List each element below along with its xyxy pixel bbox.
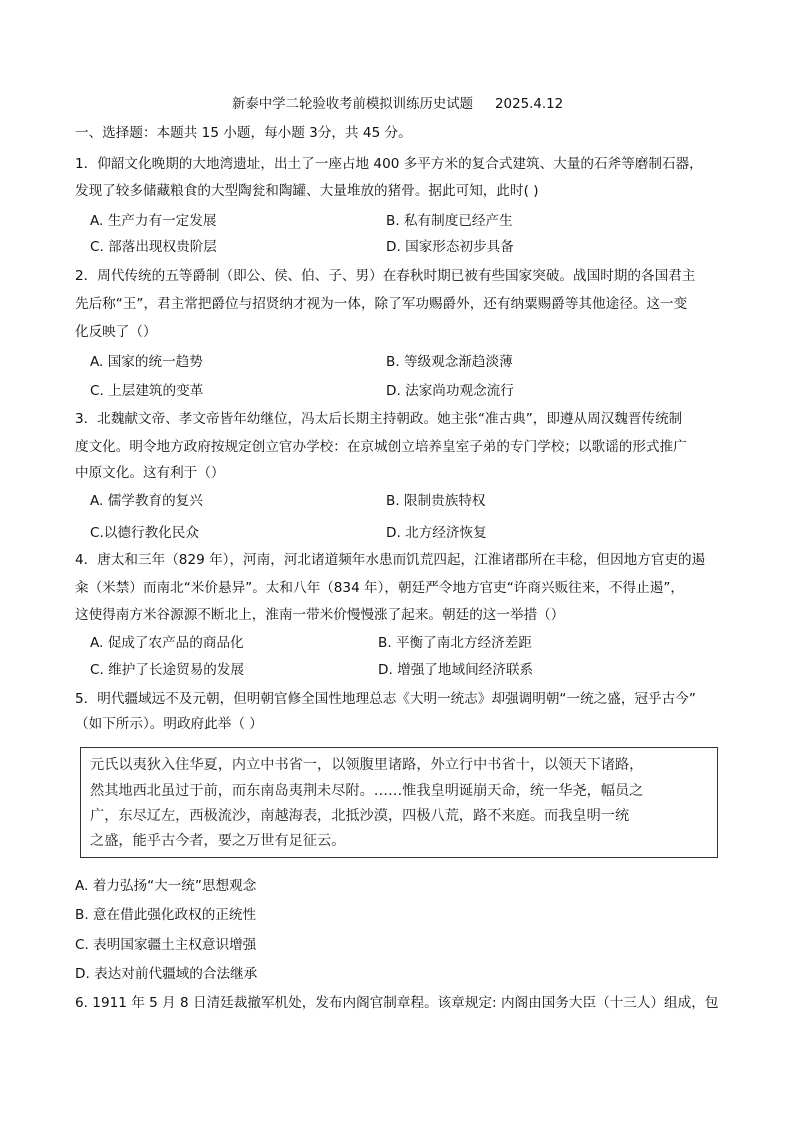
question-4-option-c: C. 维护了长途贸易的发展 bbox=[90, 662, 245, 678]
question-2-option-a: A. 国家的统一趋势 bbox=[90, 354, 203, 370]
question-3-line-3: 中原文化。这有利于（） bbox=[75, 465, 225, 481]
question-5-option-b: B. 意在借此强化政权的正统性 bbox=[75, 907, 257, 923]
exam-title-text: 新泰中学二轮验收考前模拟训练历史试题 bbox=[232, 97, 474, 112]
question-5-line-1: 5．明代疆域远不及元朝，但明朝官修全国性地理总志《大明一统志》却强调明朝“一统之盛，冠乎古今” bbox=[75, 691, 696, 707]
exam-date: 2025.4.12 bbox=[495, 97, 564, 112]
question-2-line-1: 2．周代传统的五等爵制（即公、侯、伯、子、男）在春秋时期已被有些国家突破。战国时期的各国君主 bbox=[75, 268, 696, 284]
question-1-option-c: C. 部落出现权贵阶层 bbox=[90, 239, 217, 255]
question-4-option-d: D. 增强了地域间经济联系 bbox=[378, 662, 534, 678]
question-1-option-a: A. 生产力有一定发展 bbox=[90, 213, 217, 229]
question-4-option-a: A. 促成了农产品的商品化 bbox=[90, 635, 244, 651]
question-6-line-1: 6. 1911 年 5 月 8 日清廷裁撤军机处，发布内阁官制章程。该章规定: 内阁由国务大臣（十三人）组成，包 bbox=[75, 995, 719, 1011]
question-3-option-a: A. 儒学教育的复兴 bbox=[90, 493, 203, 509]
quote-line-3: 广，东尽辽左，西极流沙，南越海表，北抵沙漠，四极八荒，路不来庭。而我皇明一统 bbox=[90, 808, 630, 824]
quote-line-1: 元氏以夷狄入住华夏，内立中书省一，以领腹里诸路，外立行中书省十，以领天下诸路， bbox=[90, 757, 644, 773]
question-3-line-1: 3．北魏献文帝、孝文帝皆年幼继位，冯太后长期主持朝政。她主张“准古典”，即遵从周汉魏晋传统制 bbox=[75, 411, 683, 427]
question-2-option-c: C. 上层建筑的变革 bbox=[90, 383, 204, 399]
exam-title bbox=[232, 95, 563, 115]
question-5-option-c: C. 表明国家疆土主权意识增强 bbox=[75, 937, 257, 953]
quote-box bbox=[80, 747, 718, 858]
question-4-line-3: 这使得南方米谷源源不断北上，淮南一带米价慢慢涨了起来。朝廷的这一举措（） bbox=[75, 607, 565, 623]
question-5-line-2: （如下所示）。明政府此举（ ） bbox=[75, 716, 263, 732]
question-2-line-3: 化反映了（） bbox=[75, 324, 157, 340]
question-1-option-b: B. 私有制度已经产生 bbox=[386, 213, 513, 229]
question-3-option-d: D. 北方经济恢复 bbox=[386, 525, 487, 541]
question-5-option-a: A. 着力弘扬“大一统”思想观念 bbox=[75, 878, 257, 894]
question-3-option-b: B. 限制贵族特权 bbox=[386, 493, 486, 509]
question-4-line-2: 籴（米禁）而南北“米价悬异”。太和八年（834 年），朝廷严令地方官吏“许商兴贩往来，不得止遏”， bbox=[75, 580, 684, 596]
section-heading: 一、选择题：本题共 15 小题，每小题 3分，共 45 分。 bbox=[75, 125, 412, 141]
question-2-line-2: 先后称“王”，君主常把爵位与招贤纳才视为一体，除了军功赐爵外，还有纳粟赐爵等其他途径。这一变 bbox=[75, 296, 688, 312]
question-2-option-d: D. 法家尚功观念流行 bbox=[386, 383, 514, 399]
question-3-option-c: C.以德行教化民众 bbox=[90, 525, 199, 541]
question-2-option-b: B. 等级观念渐趋淡薄 bbox=[386, 354, 513, 370]
question-1-line-1: 1．仰韶文化晚期的大地湾遗址，出土了一座占地 400 多平方米的复合式建筑、大量的石斧等磨制石器， bbox=[75, 156, 703, 172]
question-5-option-d: D. 表达对前代疆域的合法继承 bbox=[75, 966, 258, 982]
quote-line-2: 然其地西北虽过于前，而东南岛夷荆未尽附。……惟我皇明诞崩天命，统一华尧，幅员之 bbox=[90, 783, 644, 799]
question-1-option-d: D. 国家形态初步具备 bbox=[386, 239, 514, 255]
question-4-line-1: 4．唐太和三年（829 年），河南，河北诸道频年水患而饥荒四起，江淮诸郡所在丰稔，但因地方官吏的遏 bbox=[75, 552, 706, 568]
question-1-line-2: 发现了较多储藏粮食的大型陶瓮和陶罐、大量堆放的猪骨。据此可知，此时( ) bbox=[75, 183, 539, 199]
question-3-line-2: 度文化。明令地方政府按规定创立官办学校：在京城创立培养皇室子弟的专门学校；以歌谣的形式推广 bbox=[75, 439, 687, 455]
question-4-option-b: B. 平衡了南北方经济差距 bbox=[378, 635, 532, 651]
quote-line-4: 之盛，能乎古今者，要之万世有足征云。 bbox=[90, 833, 346, 849]
